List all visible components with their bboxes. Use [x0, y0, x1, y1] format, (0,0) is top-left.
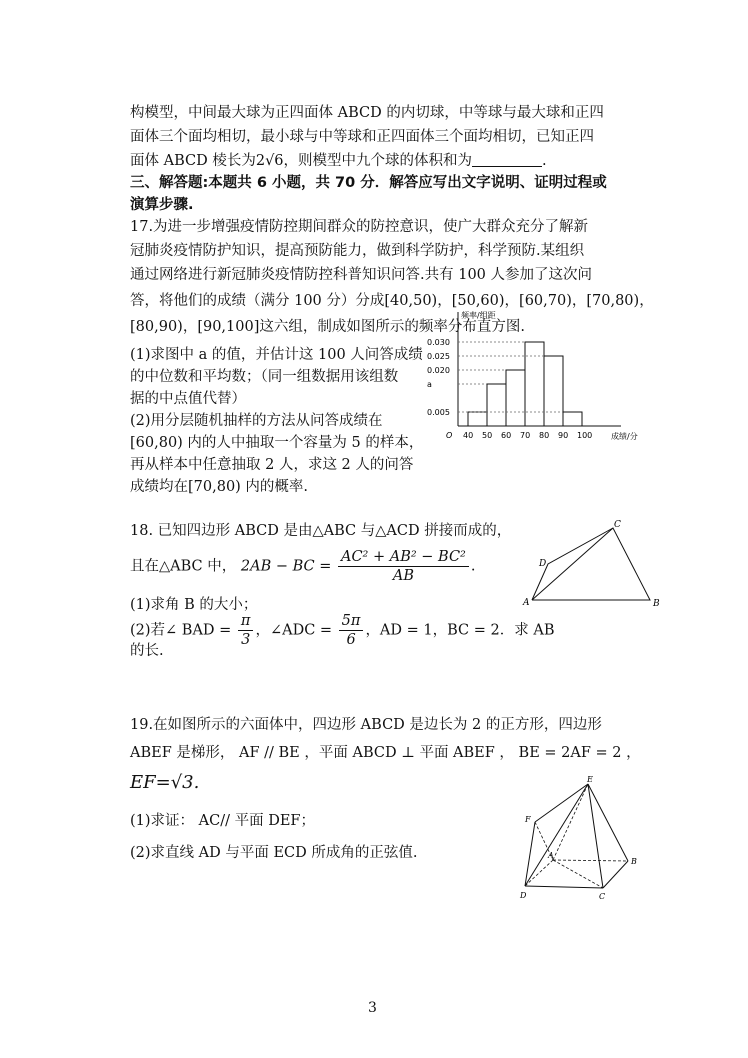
q17-part-2b: [60,80) 内的人中抽取一个容量为 5 的样本，	[130, 435, 424, 451]
label-F: F	[525, 815, 531, 824]
q18-part-2d: 的长.	[130, 643, 164, 659]
q17-line-5: [80,90)，[90,100]这六组，制成如图所示的频率分布直方图.	[130, 319, 525, 335]
q17-part-1c: 据的中点值代替）	[130, 391, 246, 407]
y-axis-label: 频率/组距	[461, 311, 496, 320]
label-A: A	[523, 598, 530, 608]
q18-frac2-den: 6	[346, 632, 356, 648]
label-A: A	[548, 851, 554, 860]
page-number: 3	[368, 1000, 377, 1016]
label-D: D	[520, 891, 527, 900]
y-tick-label: a	[427, 380, 432, 389]
histogram-bar	[563, 412, 582, 426]
edge-length: 2√6	[255, 153, 284, 169]
hexahedron-figure	[515, 776, 655, 906]
answer-blank[interactable]	[472, 152, 542, 167]
x-tick-label: 60	[501, 431, 512, 440]
x-tick-label: 40	[463, 431, 474, 440]
q18-frac-5pi-6	[339, 612, 364, 649]
q18-line-2	[130, 548, 475, 585]
q18-fraction	[338, 548, 469, 585]
q18-line-1: 18. 已知四边形 ABCD 是由△ABC 与△ACD 拼接而成的，	[130, 523, 512, 539]
x-tick-label: 70	[520, 431, 531, 440]
y-tick-label: 0.030	[427, 338, 450, 347]
x-tick-label: 50	[482, 431, 493, 440]
q18-frac1-num: π	[238, 612, 254, 631]
q18-frac-num: AC² + AB² − BC²	[338, 548, 469, 567]
y-tick-label: 0.020	[427, 366, 450, 375]
intro-line-3	[130, 150, 547, 172]
label-B: B	[631, 857, 637, 866]
q18-equation-left: 2AB − BC =	[240, 558, 332, 575]
quadrilateral-figure	[520, 520, 670, 620]
q17-line-3: 通过网络进行新冠肺炎疫情防控科普知识问答.共有 100 人参加了这次问	[130, 267, 593, 283]
x-tick-label: 90	[558, 431, 569, 440]
q17-part-2c: 再从样本中任意抽取 2 人，求这 2 人的问答	[130, 457, 414, 473]
q19-part-2: (2)求直线 AD 与平面 ECD 所成角的正弦值.	[130, 845, 418, 861]
q19-line-3: EF=√3.	[130, 772, 200, 793]
intro-line-1: 构模型，中间最大球为正四面体 ABCD 的内切球，中等球与最大球和正四	[130, 105, 604, 121]
q18-line-2c: .	[470, 558, 476, 575]
histogram-bar	[544, 356, 563, 426]
q18-frac1-den: 3	[241, 632, 251, 648]
section-heading-2: 演算步骤.	[130, 197, 194, 213]
q17-line-4: 答，将他们的成绩（满分 100 分）分成[40,50)，[50,60)，[60,70)，[70,80)，	[130, 293, 654, 309]
q19-part-1: (1)求证： AC// 平面 DEF；	[130, 813, 315, 829]
q19-line-1: 19.在如图所示的六面体中，四边形 ABCD 是边长为 2 的正方形，四边形	[130, 717, 602, 733]
q18-part-1: (1)求角 B 的大小；	[130, 597, 258, 613]
label-C: C	[614, 520, 621, 530]
q18-part-2c: ，AD = 1，BC = 2．求 AB	[365, 622, 555, 639]
histogram-bar	[487, 384, 506, 426]
q17-part-1b: 的中位数和平均数；（同一组数据用该组数	[130, 369, 399, 385]
q17-line-2: 冠肺炎疫情防护知识，提高预防能力，做到科学防护，科学预防.某组织	[130, 243, 585, 259]
histogram-bar	[506, 370, 525, 426]
frequency-histogram	[425, 308, 675, 448]
label-B: B	[653, 599, 660, 609]
x-tick-label: 80	[539, 431, 550, 440]
q18-frac2-num: 5π	[339, 612, 364, 631]
intro-line-3-c: ，则模型中九个球的体积和为	[283, 153, 473, 169]
q17-part-1a: (1)求图中 a 的值，并估计这 100 人问答成绩	[130, 347, 423, 363]
x-axis-label: 成绩/分	[611, 432, 638, 441]
label-D: D	[539, 559, 547, 569]
intro-line-3-a: 面体 ABCD 棱长为	[130, 153, 256, 169]
q19-line-2: ABEF 是梯形， AF // BE ，平面 ABCD ⊥ 平面 ABEF ， BE = 2AF = 2 ，	[130, 745, 641, 761]
q18-part-2	[130, 612, 554, 649]
q18-part-2a: (2)若∠ BAD =	[130, 622, 232, 639]
origin-label: O	[446, 431, 453, 440]
q17-line-1: 17.为进一步增强疫情防控期间群众的防控意识，使广大群众充分了解新	[130, 219, 589, 235]
histogram-bar	[525, 342, 544, 426]
y-tick-label: 0.005	[427, 408, 450, 417]
q18-part-2b: ，∠ADC =	[255, 622, 333, 639]
intro-line-3-d: .	[542, 153, 547, 169]
q18-line-2a: 且在△ABC 中，	[130, 558, 237, 575]
x-tick-label: 100	[577, 431, 593, 440]
label-C: C	[599, 892, 606, 901]
q18-frac-pi-3	[238, 612, 254, 649]
q18-frac-den: AB	[392, 568, 414, 584]
q17-part-2d: 成绩均在[70,80) 内的概率.	[130, 479, 309, 495]
q17-part-2a: (2)用分层随机抽样的方法从问答成绩在	[130, 413, 383, 429]
histogram-bar	[468, 412, 487, 426]
section-heading-1: 三、解答题:本题共 6 小题，共 70 分．解答应写出文字说明、证明过程或	[130, 175, 607, 191]
y-tick-label: 0.025	[427, 352, 450, 361]
label-E: E	[587, 776, 593, 784]
intro-line-2: 面体三个面均相切，最小球与中等球和正四面体三个面均相切，已知正四	[130, 129, 594, 145]
